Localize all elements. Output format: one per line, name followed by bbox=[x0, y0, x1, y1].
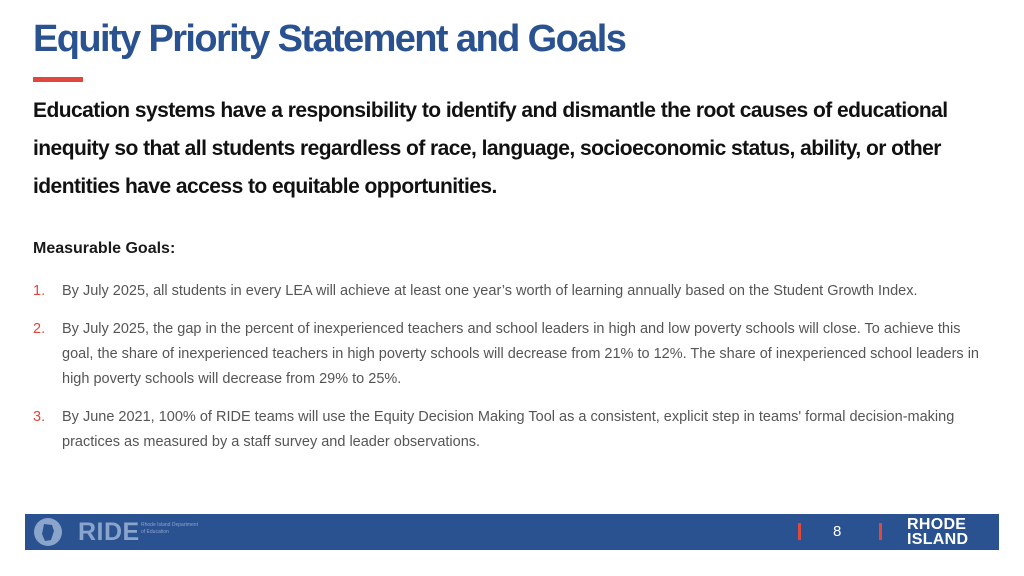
page-number-divider-left bbox=[798, 523, 801, 540]
ride-logo-tagline: Rhode Island Department of Education bbox=[141, 522, 198, 535]
page-number-divider-right bbox=[879, 523, 882, 540]
footer-bar bbox=[25, 514, 999, 550]
state-seal-icon bbox=[33, 517, 63, 547]
goal-item bbox=[33, 317, 983, 392]
page-title: Equity Priority Statement and Goals bbox=[33, 18, 626, 60]
goal-number: 3. bbox=[33, 409, 46, 425]
goal-item bbox=[33, 405, 983, 455]
state-logo-line1: RHODE bbox=[907, 516, 967, 533]
equity-statement: Education systems have a responsibility to identify and dismantle the root causes of educational inequity so that all students regardless of race, language, socioeconomic status, ability, or other identities have access to equitable opportunities. bbox=[33, 99, 948, 198]
ride-logo: RIDE bbox=[78, 518, 140, 546]
state-logo-line2: ISLAND bbox=[907, 531, 969, 548]
goal-item bbox=[33, 279, 983, 304]
goal-text: By July 2025, all students in every LEA will achieve at least one year’s worth of learning annually based on the Student Growth Index. bbox=[62, 283, 918, 299]
page-number: 8 bbox=[833, 523, 842, 540]
goal-text: By July 2025, the gap in the percent of inexperienced teachers and school leaders in high and low poverty schools will close. To achieve this goal, the share of inexperienced teachers in high poverty schools will decrease from 21% to 12%. The share of inexperienced school leaders in high poverty schools will decrease from 29% to 25%. bbox=[62, 321, 979, 387]
goals-heading: Measurable Goals: bbox=[33, 240, 176, 257]
goal-number: 2. bbox=[33, 321, 46, 337]
goal-text: By June 2021, 100% of RIDE teams will use the Equity Decision Making Tool as a consistent, explicit step in teams' formal decision-making practices as measured by a staff survey and leader observations. bbox=[62, 409, 955, 450]
goals-list bbox=[33, 279, 983, 468]
goal-number: 1. bbox=[33, 283, 46, 299]
title-underline bbox=[33, 77, 83, 82]
rhode-island-logo bbox=[907, 517, 968, 547]
